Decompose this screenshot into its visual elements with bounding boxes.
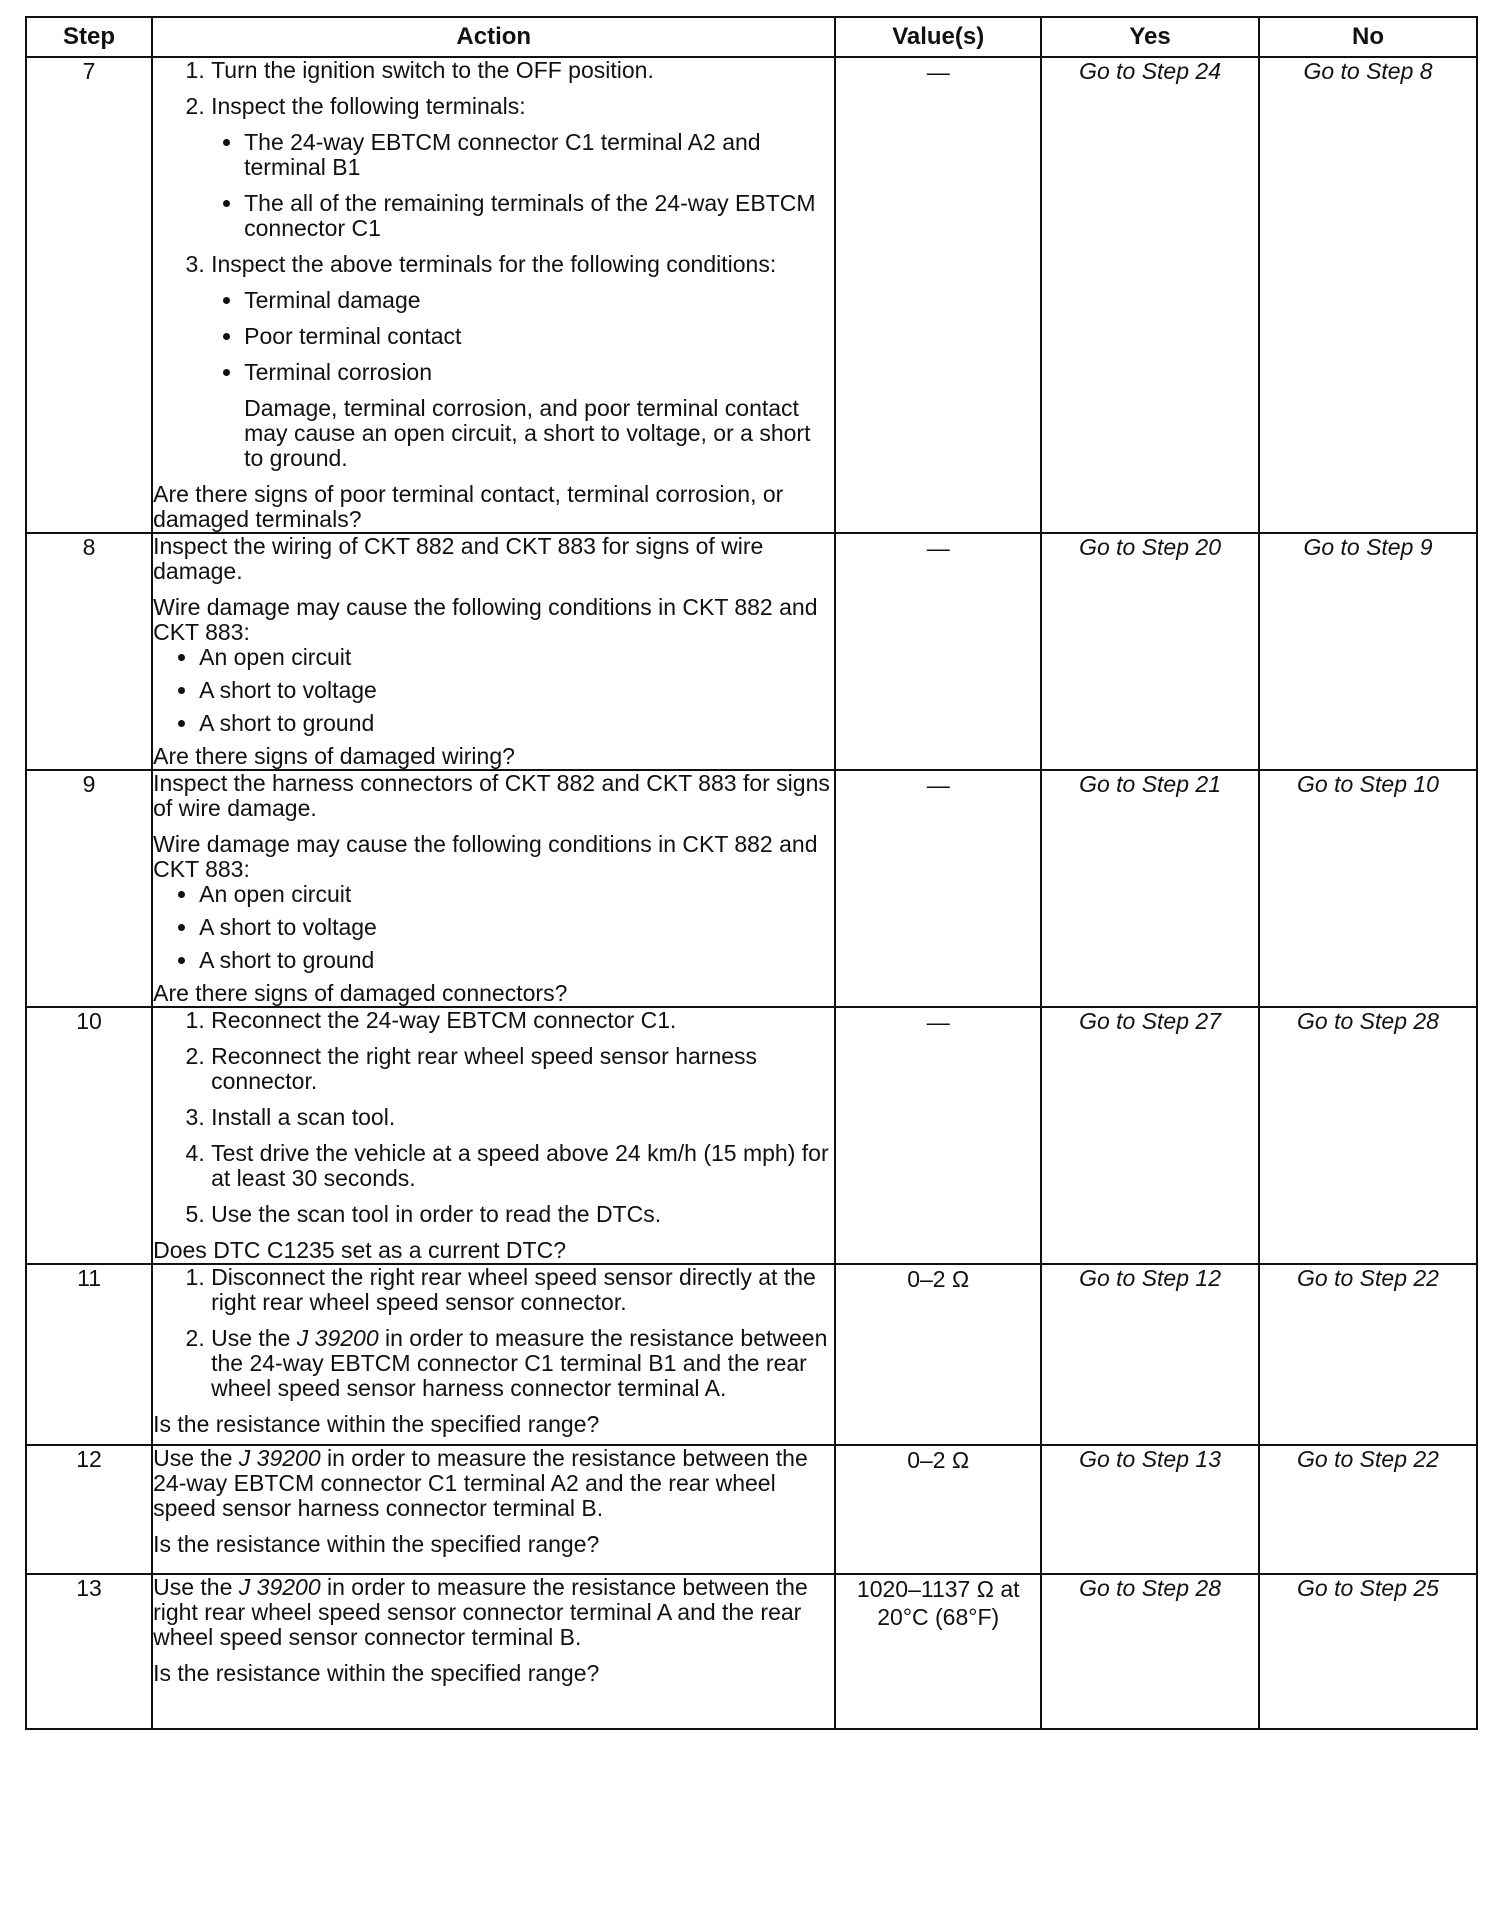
yes-cell: Go to Step 28 bbox=[1041, 1574, 1259, 1729]
table-row bbox=[26, 1264, 1477, 1445]
value-cell: — bbox=[835, 1007, 1041, 1264]
bullet-item: • A short to voltage bbox=[199, 678, 834, 703]
value-cell: — bbox=[835, 533, 1041, 770]
bullet-item: • An open circuit bbox=[199, 645, 834, 670]
action-steps bbox=[153, 1008, 834, 1227]
action-cell bbox=[152, 1445, 835, 1574]
question-text: Are there signs of damaged connectors? bbox=[153, 980, 568, 1006]
no-cell: Go to Step 28 bbox=[1259, 1007, 1477, 1264]
table-row bbox=[26, 770, 1477, 1007]
tool-name: J 39200 bbox=[238, 1574, 321, 1600]
value-cell: 1020–1137 Ω at 20°C (68°F) bbox=[835, 1574, 1041, 1729]
question-text: Is the resistance within the specified range? bbox=[153, 1531, 600, 1557]
header-no: No bbox=[1259, 17, 1477, 57]
bullet-item: • Poor terminal contact bbox=[244, 324, 834, 349]
no-cell: Go to Step 9 bbox=[1259, 533, 1477, 770]
step-number: 7 bbox=[26, 57, 152, 533]
question-text: Is the resistance within the specified range? bbox=[153, 1660, 600, 1686]
no-cell: Go to Step 22 bbox=[1259, 1445, 1477, 1574]
bullet-item: • A short to voltage bbox=[199, 915, 834, 940]
bullet-item: • A short to ground bbox=[199, 948, 834, 973]
list-item: 5. Use the scan tool in order to read the DTCs. bbox=[211, 1202, 834, 1227]
intro-text: Inspect the wiring of CKT 882 and CKT 883 for signs of wire damage. bbox=[153, 533, 764, 584]
yes-cell: Go to Step 24 bbox=[1041, 57, 1259, 533]
action-cell bbox=[152, 1264, 835, 1445]
header-action: Action bbox=[152, 17, 835, 57]
action-cell bbox=[152, 533, 835, 770]
bullet-item: • The 24-way EBTCM connector C1 terminal A2 and terminal B1 bbox=[244, 130, 834, 180]
bullet-list bbox=[153, 645, 834, 736]
yes-cell: Go to Step 13 bbox=[1041, 1445, 1259, 1574]
yes-cell: Go to Step 27 bbox=[1041, 1007, 1259, 1264]
list-item: 1. Disconnect the right rear wheel speed sensor directly at the right rear wheel speed sensor connector. bbox=[211, 1265, 834, 1315]
value-cell: — bbox=[835, 57, 1041, 533]
step-number: 13 bbox=[26, 1574, 152, 1729]
table-row bbox=[26, 1574, 1477, 1729]
step-number: 12 bbox=[26, 1445, 152, 1574]
list-item: 3. Install a scan tool. bbox=[211, 1105, 834, 1130]
bullet-item: • Terminal damage bbox=[244, 288, 834, 313]
table-row bbox=[26, 533, 1477, 770]
action-cell bbox=[152, 1007, 835, 1264]
list-item: 2. Inspect the following terminals: • The 24-way EBTCM connector C1 terminal A2 and terminal B1 • The all of the remaining terminals of the 24-way EBTCM connector C1 bbox=[211, 94, 834, 241]
table-row bbox=[26, 57, 1477, 533]
yes-cell: Go to Step 21 bbox=[1041, 770, 1259, 1007]
bullet-list bbox=[211, 130, 834, 241]
instruction-text: Use the J 39200 in order to measure the resistance between the 24-way EBTCM connector C1 terminal A2 and the rear wheel speed sensor harness connector terminal B. bbox=[153, 1445, 808, 1521]
no-cell: Go to Step 8 bbox=[1259, 57, 1477, 533]
action-steps bbox=[153, 1265, 834, 1401]
header-step: Step bbox=[26, 17, 152, 57]
header-yes: Yes bbox=[1041, 17, 1259, 57]
value-cell: 0–2 Ω bbox=[835, 1445, 1041, 1574]
question-text: Are there signs of damaged wiring? bbox=[153, 743, 515, 769]
bullet-item: • An open circuit bbox=[199, 882, 834, 907]
value-cell: — bbox=[835, 770, 1041, 1007]
list-item: 2. Reconnect the right rear wheel speed sensor harness connector. bbox=[211, 1044, 834, 1094]
step-number: 8 bbox=[26, 533, 152, 770]
bullet-item: • The all of the remaining terminals of the 24-way EBTCM connector C1 bbox=[244, 191, 834, 241]
no-cell: Go to Step 25 bbox=[1259, 1574, 1477, 1729]
no-cell: Go to Step 22 bbox=[1259, 1264, 1477, 1445]
list-item: 1. Turn the ignition switch to the OFF position. bbox=[211, 58, 834, 83]
bullet-list bbox=[153, 882, 834, 973]
action-cell bbox=[152, 57, 835, 533]
table-row bbox=[26, 1007, 1477, 1264]
step-number: 11 bbox=[26, 1264, 152, 1445]
lead-text: Wire damage may cause the following conditions in CKT 882 and CKT 883: bbox=[153, 594, 818, 645]
bullet-item: • A short to ground bbox=[199, 711, 834, 736]
question-text: Is the resistance within the specified range? bbox=[153, 1411, 600, 1437]
yes-cell: Go to Step 12 bbox=[1041, 1264, 1259, 1445]
yes-cell: Go to Step 20 bbox=[1041, 533, 1259, 770]
action-cell bbox=[152, 1574, 835, 1729]
list-item: 1. Reconnect the 24-way EBTCM connector C1. bbox=[211, 1008, 834, 1033]
bullet-list bbox=[211, 288, 834, 385]
lead-text: Wire damage may cause the following conditions in CKT 882 and CKT 883: bbox=[153, 831, 818, 882]
action-cell bbox=[152, 770, 835, 1007]
no-cell: Go to Step 10 bbox=[1259, 770, 1477, 1007]
diagnostic-table bbox=[25, 16, 1478, 1730]
note-text: Damage, terminal corrosion, and poor terminal contact may cause an open circuit, a short to voltage, or a short to ground. bbox=[244, 395, 811, 471]
table-row bbox=[26, 1445, 1477, 1574]
step-number: 9 bbox=[26, 770, 152, 1007]
list-item: 2. Use the J 39200 in order to measure the resistance between the 24-way EBTCM connector C1 terminal B1 and the rear wheel speed sensor harness connector terminal A. bbox=[211, 1326, 834, 1401]
question-text: Does DTC C1235 set as a current DTC? bbox=[153, 1237, 566, 1263]
value-cell: 0–2 Ω bbox=[835, 1264, 1041, 1445]
list-item: 3. Inspect the above terminals for the following conditions: • Terminal damage • Poor terminal contact • Terminal corrosion Damage, terminal corrosion, and poor terminal contact may cause an open circuit, a short to voltage, or a short to ground. bbox=[211, 252, 834, 471]
intro-text: Inspect the harness connectors of CKT 882 and CKT 883 for signs of wire damage. bbox=[153, 770, 830, 821]
question-text: Are there signs of poor terminal contact, terminal corrosion, or damaged terminals? bbox=[153, 481, 784, 532]
tool-name: J 39200 bbox=[296, 1325, 379, 1351]
header-values: Value(s) bbox=[835, 17, 1041, 57]
list-item: 4. Test drive the vehicle at a speed above 24 km/h (15 mph) for at least 30 seconds. bbox=[211, 1141, 834, 1191]
header-row bbox=[26, 17, 1477, 57]
tool-name: J 39200 bbox=[238, 1445, 321, 1471]
action-steps bbox=[153, 58, 834, 471]
instruction-text: Use the J 39200 in order to measure the resistance between the right rear wheel speed sensor connector terminal A and the rear wheel speed sensor connector terminal B. bbox=[153, 1574, 808, 1650]
step-number: 10 bbox=[26, 1007, 152, 1264]
bullet-item: • Terminal corrosion bbox=[244, 360, 834, 385]
